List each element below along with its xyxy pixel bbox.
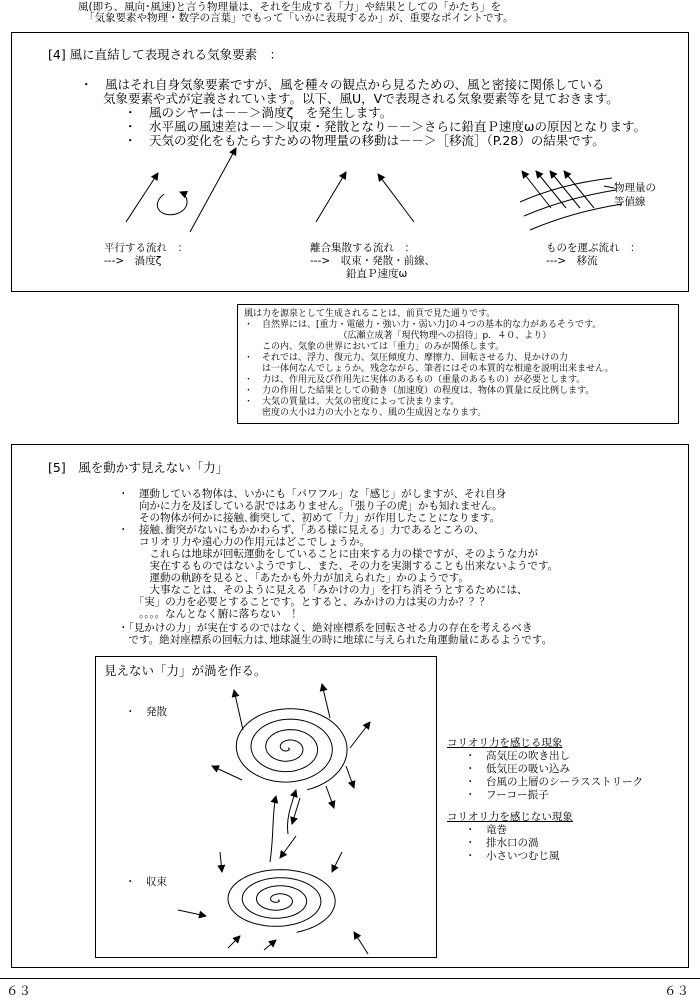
divergence-spiral [236, 709, 347, 790]
vertical-flow-up [287, 790, 296, 834]
label-convergence: ・ 収束 [125, 876, 167, 888]
caption-convergent-line-2: 鉛直Ｐ速度ω [346, 268, 408, 280]
note-line-7: ・ 力は、作用元及び作用先に実体のあるもの（重量のあるもの）が必要とします。 [244, 375, 586, 385]
section5-line-3: その物体が何かに接触､衝突して、初めて「力」が作用したことになります。 [118, 512, 501, 524]
section4-bullet-2: ・ 水平風の風速差は－－＞収束・発散となり－－＞さらに鉛直Ｐ速度ωの原因となります。 [124, 119, 646, 134]
note-line-8: ・ 力の作用した結果としての動き（加速度）の程度は、物体の質量に反比例します。 [244, 386, 595, 396]
convergence-arrow-4 [228, 936, 240, 948]
coriolis-feel-item-3: ・ 台風の上層のシーラスストリーク [465, 776, 644, 788]
section5-line-8: 運動の軌跡を見ると、「あたかも外力が加えられた」かのようです。 [118, 572, 469, 584]
section5-line-2: 向かに力を及ぼしている訳ではありません。「張り子の虎」かも知れません。 [118, 500, 503, 512]
caption-parallel-title: 平行する流れ ： [104, 242, 188, 254]
divergence-arrow-2 [322, 684, 330, 718]
convergent-flow-arrow-right [378, 174, 414, 222]
label-quantity: 物理量の [614, 182, 656, 194]
isoline-label-pointer [604, 186, 614, 188]
caption-convergent-line-1: ---> 収束・発散・前線、 [310, 255, 436, 267]
advection-arrow-4 [564, 171, 594, 208]
convergence-arrow-5 [264, 940, 276, 950]
divergence-arrow-5 [346, 766, 354, 788]
parallel-flow-arrow-left [126, 173, 158, 222]
note-line-6: は一体何なんでしょうか。残念ながら、筆者にはその本質的な相違を説明出来ません。 [244, 364, 614, 374]
coriolis-feel-item-1: ・ 高気圧の吹き出し [465, 750, 570, 762]
coriolis-nofeel-item-3: ・ 小さいつむじ風 [465, 850, 560, 862]
convergence-spiral [228, 870, 335, 933]
note-line-9: ・ 大気の質量は、大気の密度によって決まります。 [244, 397, 460, 407]
convergent-flow-arrow-left [316, 172, 346, 222]
coriolis-nofeel-item-2: ・ 排水口の渦 [465, 837, 539, 849]
section5-line-1: ・ 運動している物体は、いかにも「パワフル」な「感じ」がしますが、それ自身 [118, 488, 507, 500]
section5-line-9: 大事なことは、そのように見える「みかけの力」を打ち消そうとするためには、 [118, 584, 528, 596]
section5-line-7: 実在するものではないようですし、また、その力を実測することも出来ないようです。 [118, 560, 559, 572]
section5-line-13: です。絶対座標系の回転力は､地球誕生の時に地球に与えられた角運動量にあるようです。 [118, 634, 553, 646]
caption-advection-title: ものを運ぶ流れ ： [546, 242, 641, 254]
intro-line-1: 風(即ち、風向･風速)と言う物理量は、それを生成する「力」や結果としての「かたち」を [78, 1, 501, 13]
coriolis-nofeel-item-1: ・ 竜巻 [465, 824, 507, 836]
isoline-2 [524, 190, 616, 216]
coriolis-feel-item-4: ・ フーコー振子 [465, 789, 549, 801]
section5-line-4: ・ 接触､衝突がないにもかかわらず、「ある様に見える」力であるところの、 [118, 524, 485, 536]
section5-line-12: ・「見かけの力」が実在するのではなく、絶対座標系を回転させる力の存在を考えるべき [118, 622, 533, 634]
divergence-arrow-6 [326, 786, 334, 808]
convergence-arrow-6 [354, 932, 368, 954]
section5-line-6: これらは地球が回転運動をしていることに由来する力の様ですが、そのような力が [118, 548, 538, 560]
section4-title: [4] 風に直結して表現される気象要素 ： [48, 47, 283, 62]
label-divergence: ・ 発散 [125, 706, 167, 718]
divergence-arrow-4 [212, 766, 242, 780]
vortex-circle-arrow [157, 192, 187, 215]
coriolis-feel-heading: コリオリ力を感じる現象 [447, 737, 563, 749]
note-line-1: 風は力を源泉として生成されることは、前頁で見た通りです。 [244, 309, 496, 319]
convergence-arrow-3 [178, 910, 206, 916]
intro-line-2: 「気象要素や物理・数学の言葉」でもって「いかに表現するか」が、重要なポイントです。 [84, 12, 514, 24]
divergence-arrow-3 [350, 722, 370, 748]
vortex-diagram-title: 見えない「力」が渦を作る。 [104, 663, 267, 678]
vertical-flow-down [270, 796, 276, 862]
section4-bullet-1: ・ 風のシヤーは－－＞渦度ζ を発生します。 [124, 105, 393, 120]
caption-convergent-title: 離合集散する流れ ： [310, 242, 415, 254]
convergence-arrow-1 [220, 852, 222, 872]
note-line-4: この内、気象の世界においては「重力」のみが関係します。 [244, 342, 505, 352]
convergence-arrow-2 [332, 852, 342, 872]
convergence-arrow-top [280, 836, 296, 858]
note-line-2: ・ 自然界には、[重力・電磁力・強い力・弱い力]の４つの基本的な力があるそうです。 [244, 320, 602, 330]
section4-intro-2: 気象要素や式が定義されています。以下、風U，Vで表現される気象要素等を見ておきます。 [103, 91, 619, 106]
page-number-right: ６３ [664, 983, 690, 998]
section5-line-11: 。。。。なんとなく腑に落ちない ！ [118, 608, 302, 620]
caption-advection-line: ---> 移流 [546, 255, 598, 267]
coriolis-feel-item-2: ・ 低気圧の吸い込み [465, 763, 570, 775]
section5-line-10: 「実」の力を必要とすることです。とすると、みかけの力は実の力か？？？ [118, 596, 490, 608]
section5-line-5: コリオリ力や遠心力の作用元はどこでしょうか。 [118, 536, 370, 548]
advection-arrow-1 [522, 171, 551, 208]
note-line-10: 密度の大小は力の大小となり、風の生成因となります。 [244, 408, 487, 418]
divergence-arrow-7 [292, 798, 300, 824]
coriolis-nofeel-heading: コリオリ力を感じない現象 [447, 811, 573, 823]
section4-bullet-3: ・ 天気の変化をもたらすための物理量の移動は－－＞［移流］（P.28）の結果です。 [124, 133, 605, 148]
section5-title: [5] 風を動かす見えない「力」 [48, 460, 229, 475]
parallel-flow-arrow-right [190, 148, 236, 232]
divergence-arrow-1 [234, 690, 243, 730]
note-line-5: ・ それでは、浮力、復元力、気圧傾度力、摩擦力、回転させる力、見かけの力 [244, 353, 569, 363]
label-isolines: 等値線 [614, 196, 646, 208]
section4-intro-1: ・ 風はそれ自身気象要素ですが、風を種々の観点から見るための、風と密接に関係している [80, 77, 605, 92]
page-number-left: ６３ [6, 983, 32, 998]
note-line-3: （広瀬立成著「現代物理への招待」p．４０、より） [244, 331, 552, 341]
caption-parallel-line: ---> 渦度ζ [104, 255, 162, 267]
